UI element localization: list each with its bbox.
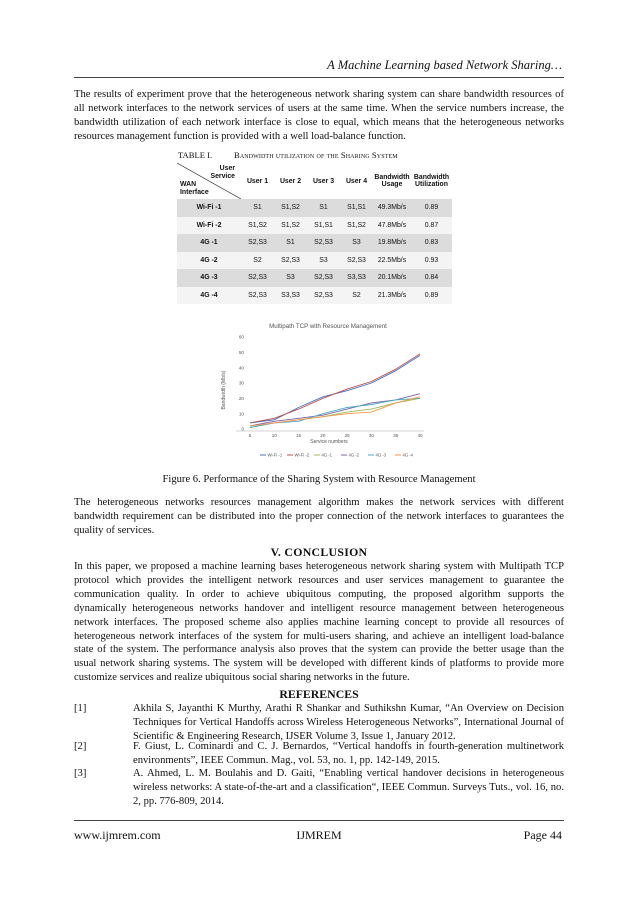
chart-x-tick-label: 25 bbox=[344, 433, 350, 438]
chart-x-tick-label: 30 bbox=[368, 433, 374, 438]
table-row bbox=[177, 217, 452, 235]
corner-wan-text: WAN bbox=[180, 181, 197, 188]
column-header-user-3: User 3 bbox=[307, 163, 340, 199]
table-cell: S1,S2 bbox=[241, 217, 274, 235]
chart-legend-label: 4G -3 bbox=[375, 452, 386, 458]
row-label: Wi-Fi -1 bbox=[177, 199, 241, 217]
section-heading-conclusion: V. CONCLUSION bbox=[270, 545, 368, 559]
reference-item bbox=[74, 740, 564, 768]
table-row bbox=[177, 199, 452, 217]
chart-x-tick-label: 35 bbox=[393, 433, 399, 438]
reference-item bbox=[74, 702, 564, 744]
table-cell: S2,S3 bbox=[241, 234, 274, 252]
footer-journal-name: IJMREM bbox=[296, 828, 342, 842]
row-label: 4G -2 bbox=[177, 252, 241, 270]
paragraph-algorithm: The heterogeneous networks resources management algorithm makes the network services with different bandwidth requirement can be distributed into the proper connection of the network interfaces to guarantees the quality of services. bbox=[74, 497, 564, 536]
table-cell: S2,S3 bbox=[241, 287, 274, 305]
bandwidth-utilization-table bbox=[177, 163, 452, 304]
table-row bbox=[177, 234, 452, 252]
footer-website-link[interactable]: www.ijmrem.com bbox=[74, 828, 161, 842]
chart-x-axis-label: Service numbers bbox=[310, 439, 348, 445]
chart-x-tick-label: 5 bbox=[248, 433, 252, 438]
chart-y-tick-label: 60 bbox=[238, 334, 244, 340]
table-cell: S1,S2 bbox=[340, 217, 373, 235]
table-cell: S1,S1 bbox=[340, 199, 373, 217]
corner-user-service-label bbox=[210, 165, 235, 181]
chart-legend-label: 4G -2 bbox=[348, 452, 359, 458]
chart-x-tick-label: 20 bbox=[320, 433, 326, 438]
chart-y-tick-label: 10 bbox=[238, 411, 244, 417]
table-cell: S2,S3 bbox=[340, 252, 373, 270]
figure-caption: Figure 6. Performance of the Sharing System with Resource Management bbox=[162, 474, 476, 485]
chart-y-tick-label: 40 bbox=[238, 365, 244, 371]
chart-series-line-4 bbox=[250, 394, 420, 426]
footer-page-number: Page 44 bbox=[523, 828, 562, 842]
reference-number: [2] bbox=[74, 741, 87, 752]
table-cell: S2,S3 bbox=[307, 269, 340, 287]
chart-y-tick-label: 30 bbox=[238, 380, 244, 386]
table-cell: 0.87 bbox=[411, 217, 452, 235]
table-caption-title: Bandwidth utilization of the Sharing System bbox=[234, 150, 398, 160]
table-cell: 49.3Mb/s bbox=[373, 199, 411, 217]
reference-text: F. Giust, L. Cominardi and C. J. Bernardos, “Vertical handoffs in fourth-generation multinetwork environments”, IEEE Commun. Mag., vol. 53, no. 1, pp. 142-149, 2015. bbox=[133, 741, 564, 766]
table-cell: 0.89 bbox=[411, 287, 452, 305]
column-header-user-2: User 2 bbox=[274, 163, 307, 199]
paragraph-results: The results of experiment prove that the heterogeneous network sharing system can share bandwidth resources of all network interfaces to the network services of users at the same time. When the service numbers increase, the bandwidth utilization of each network interface is close to equal, which means that the heterogeneous networks resources management function is provided with a well load-balance function. bbox=[74, 89, 564, 142]
table-caption-label: TABLE I. bbox=[178, 150, 213, 160]
table-row bbox=[177, 269, 452, 287]
table-cell: S3 bbox=[340, 234, 373, 252]
table-cell: S1 bbox=[241, 199, 274, 217]
chart-y-axis-label: Bandwidth (Mb/s) bbox=[221, 370, 227, 410]
chart-series-line-1 bbox=[250, 355, 420, 423]
table-cell: 0.89 bbox=[411, 199, 452, 217]
bandwidth-line-chart bbox=[216, 318, 426, 466]
references-heading: REFERENCES bbox=[279, 687, 359, 701]
table-cell: S2,S3 bbox=[241, 269, 274, 287]
reference-text: A. Ahmed, L. M. Boulahis and D. Gaiti, “Enabling vertical handover decisions in heterogeneous wireless networks: A state-of-the-art and a classification“, IEEE Commun. Surveys Tuts., vol. 16, no. 2, pp. 776-809, 2014. bbox=[133, 768, 564, 807]
running-header-title: A Machine Learning based Network Sharing… bbox=[327, 58, 562, 72]
table-cell: S2 bbox=[241, 252, 274, 270]
table-cell: 21.3Mb/s bbox=[373, 287, 411, 305]
chart-legend-label: 4G -4 bbox=[402, 452, 413, 458]
table-cell: 0.84 bbox=[411, 269, 452, 287]
table-cell: 20.1Mb/s bbox=[373, 269, 411, 287]
chart-y-tick-label: 50 bbox=[238, 349, 244, 355]
table-cell: 0.93 bbox=[411, 252, 452, 270]
column-header-bandwidth-usage: Bandwidth Usage bbox=[373, 163, 411, 199]
chart-legend-label: Wi-Fi -1 bbox=[267, 452, 283, 458]
header-rule bbox=[74, 77, 564, 78]
row-label: Wi-Fi -2 bbox=[177, 217, 241, 235]
reference-text: Akhila S, Jayanthi K Murthy, Arathi R Shankar and Suthikshn Kumar, “An Overview on Decision Techniques for Vertical Handoffs across Wireless Heterogeneous Networks”, International Journal of Scientific & Engineering Research, IJSER Volume 3, Issue 1, January 2012. bbox=[133, 703, 564, 742]
paragraph-conclusion: In this paper, we proposed a machine learning bases heterogeneous network sharing system with Multipath TCP protocol which provides the intelligent network resources and user services management to guarantee the communication quality. In order to achieve ubiquitous computing, the proposed algorithm supports the dynamically heterogeneous networks handover and intelligent resource management between heterogeneous network interfaces. The proposed scheme also applies machine learning concept to provide all resources of heterogeneous network interfaces of the system for multi-users sharing, and achieve an intelligent load-balance state of the system. The performance analysis also proves that the system can provide the better usage than the usual network sharing systems. The system will be developed with different kinds of platforms to provide more customize services and realize ubiquitous social sharing networks in the future. bbox=[74, 561, 564, 684]
table-cell: S3 bbox=[274, 269, 307, 287]
chart-y-tick-label: 0 bbox=[241, 426, 244, 432]
corner-wan-interface-label bbox=[180, 181, 209, 197]
table-cell: S1,S2 bbox=[274, 199, 307, 217]
column-header-user-1: User 1 bbox=[241, 163, 274, 199]
row-label: 4G -3 bbox=[177, 269, 241, 287]
reference-item bbox=[74, 767, 564, 809]
table-cell: 19.8Mb/s bbox=[373, 234, 411, 252]
table-cell: 0.83 bbox=[411, 234, 452, 252]
column-header-bandwidth-utilization: Bandwidth Utilization bbox=[411, 163, 452, 199]
chart-legend-label: 4G -1 bbox=[321, 452, 332, 458]
chart-x-tick-label: 40 bbox=[417, 433, 423, 438]
table-cell: S3,S3 bbox=[274, 287, 307, 305]
footer-rule bbox=[74, 820, 564, 821]
table-row bbox=[177, 287, 452, 305]
reference-number: [3] bbox=[74, 768, 87, 779]
table-cell: S3 bbox=[307, 252, 340, 270]
table-cell: S1,S2 bbox=[274, 217, 307, 235]
corner-user-text: User bbox=[219, 165, 235, 172]
table-cell: S2,S3 bbox=[307, 234, 340, 252]
table-corner-header bbox=[177, 163, 241, 199]
corner-service-text: Service bbox=[210, 173, 235, 180]
reference-number: [1] bbox=[74, 703, 87, 714]
table-row bbox=[177, 252, 452, 270]
table-cell: S3,S3 bbox=[340, 269, 373, 287]
table-cell: S1 bbox=[274, 234, 307, 252]
table-caption bbox=[178, 150, 398, 160]
row-label: 4G -1 bbox=[177, 234, 241, 252]
corner-interface-text: Interface bbox=[180, 189, 209, 196]
table-cell: S1,S1 bbox=[307, 217, 340, 235]
table-cell: S1 bbox=[307, 199, 340, 217]
table-cell: S2 bbox=[340, 287, 373, 305]
chart-legend-label: Wi-Fi -2 bbox=[294, 452, 310, 458]
row-label: 4G -4 bbox=[177, 287, 241, 305]
table-cell: S2,S3 bbox=[307, 287, 340, 305]
chart-y-tick-label: 20 bbox=[238, 395, 244, 401]
table-cell: S2,S3 bbox=[274, 252, 307, 270]
table-cell: 22.5Mb/s bbox=[373, 252, 411, 270]
chart-x-tick-label: 10 bbox=[271, 433, 277, 438]
chart-x-tick-label: 15 bbox=[296, 433, 302, 438]
table-cell: 47.8Mb/s bbox=[373, 217, 411, 235]
chart-title: Multipath TCP with Resource Management bbox=[269, 323, 387, 330]
column-header-user-4: User 4 bbox=[340, 163, 373, 199]
